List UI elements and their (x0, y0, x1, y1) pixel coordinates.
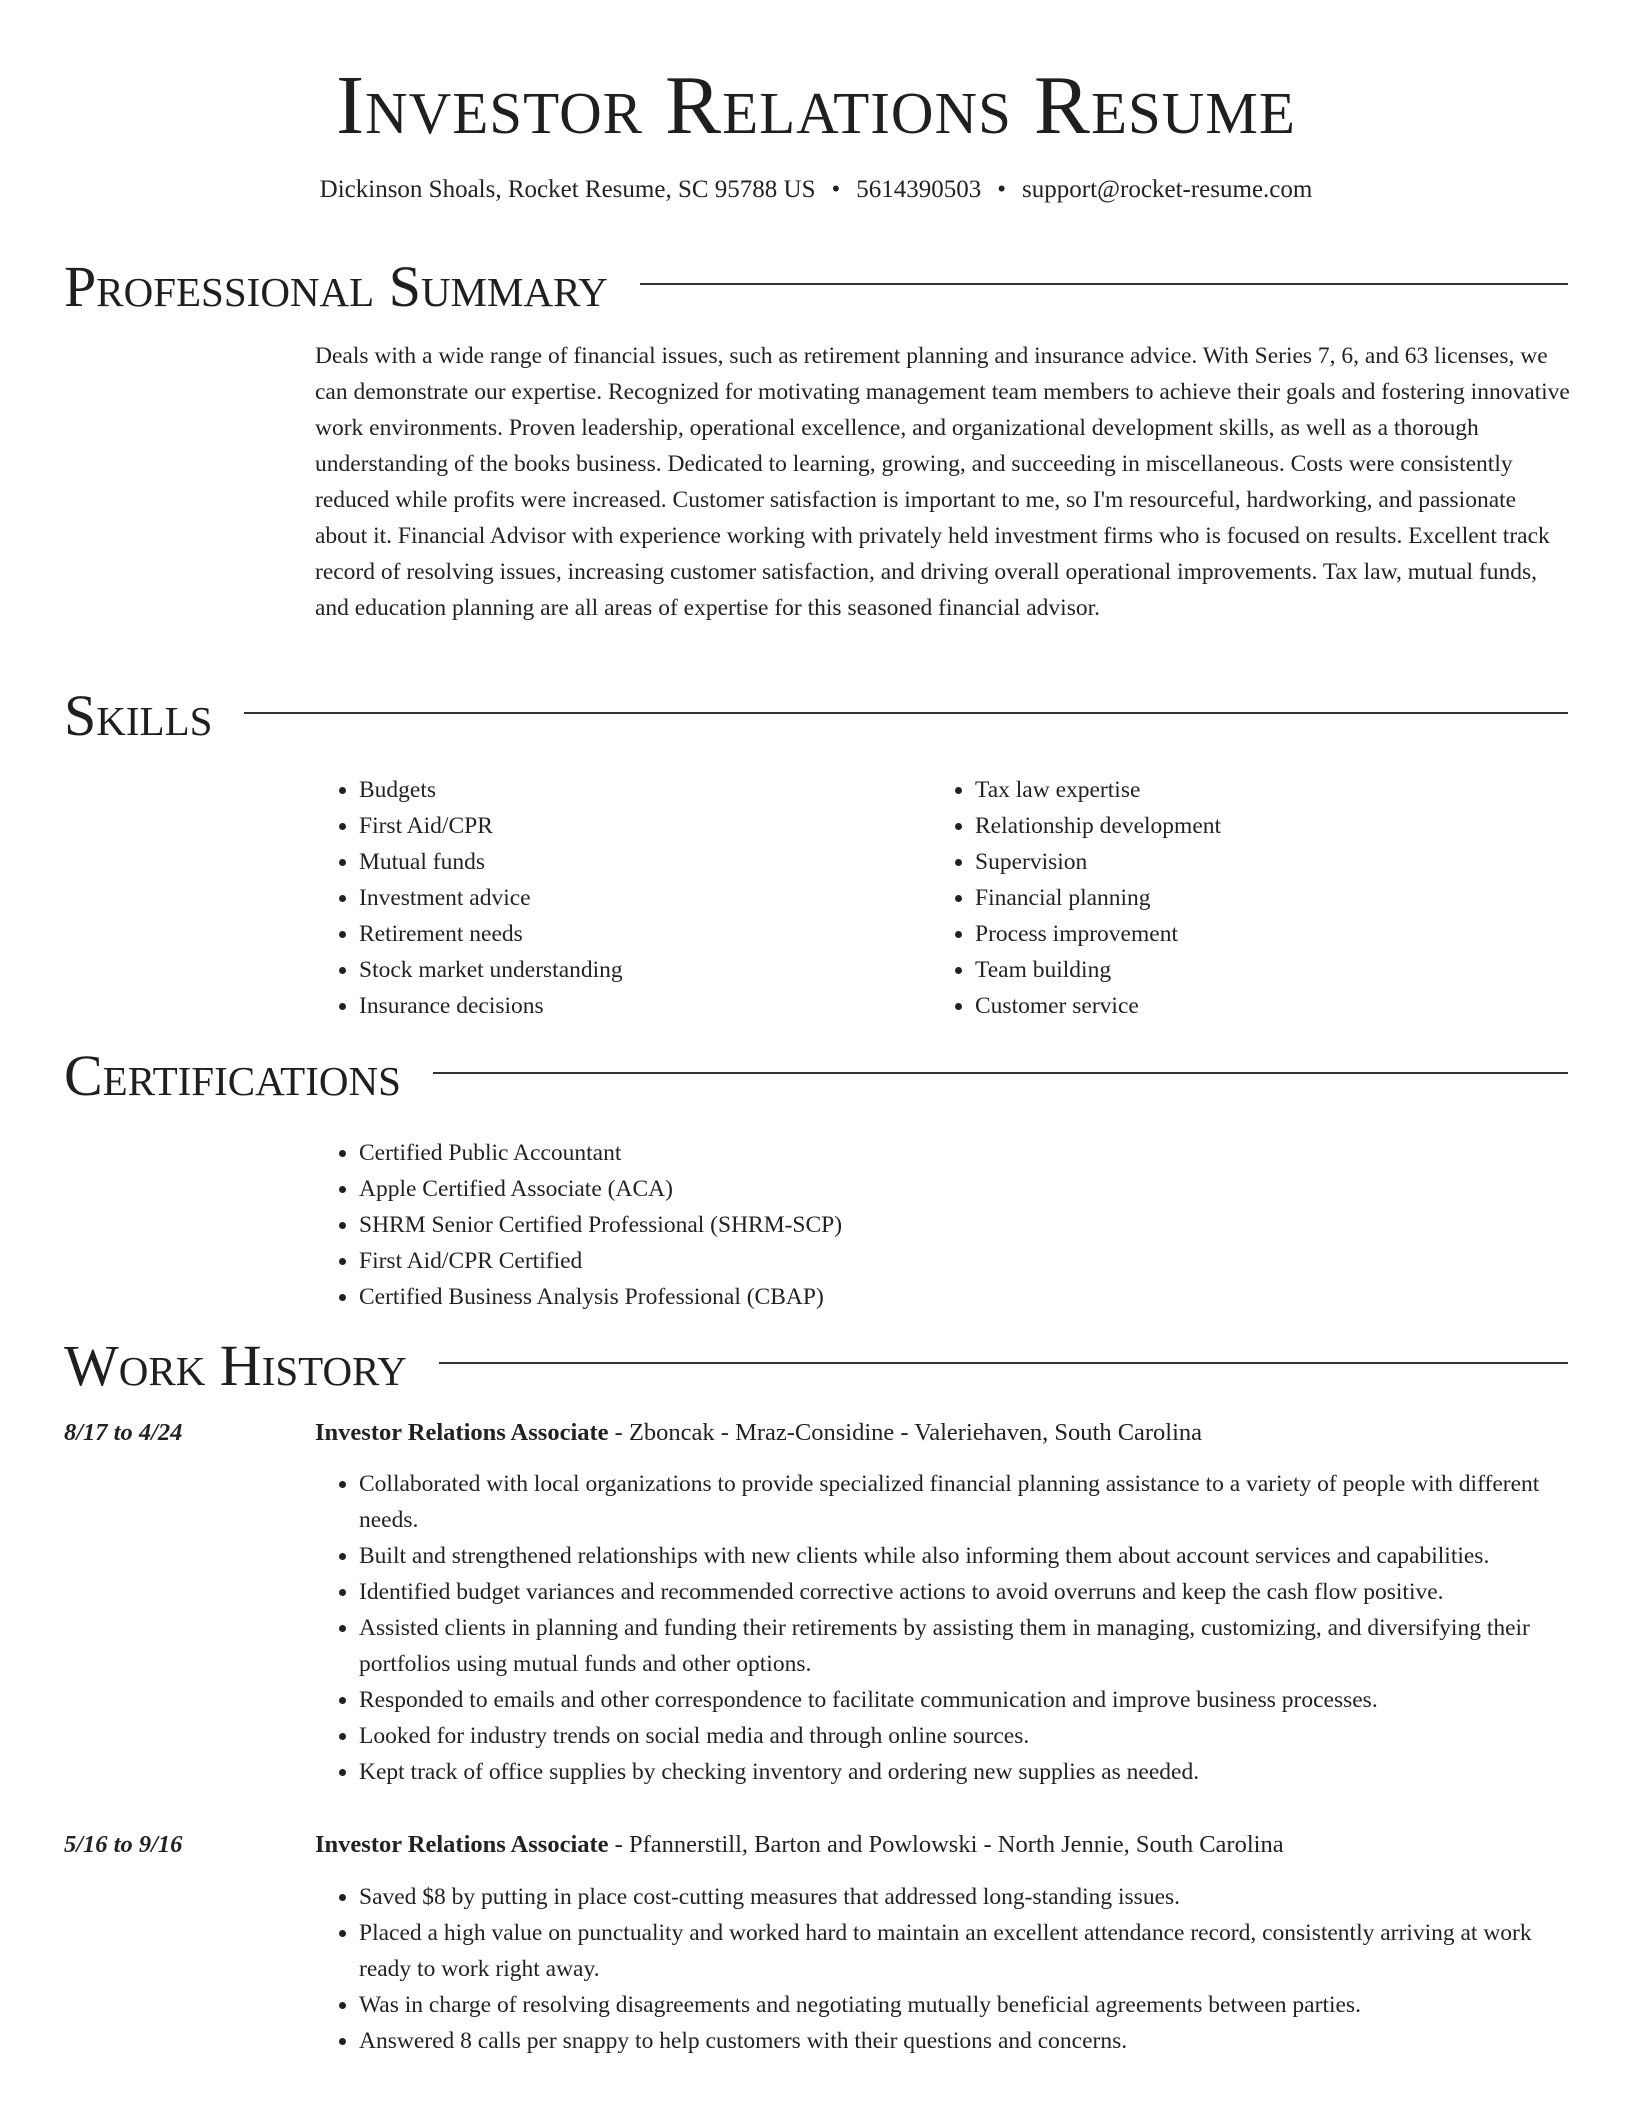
job-dates: 8/17 to 4/24 (64, 1419, 183, 1446)
certification-item: • Certified Business Analysis Professional (CBAP) (359, 1279, 1515, 1315)
certification-item: • Certified Public Accountant (359, 1135, 1515, 1171)
skill-item: • Relationship development (975, 808, 1531, 844)
contact-line (0, 174, 1632, 206)
summary-heading: Professional Summary (64, 254, 608, 319)
job-bullets (315, 1879, 1570, 2059)
resume-title: Investor Relations Resume (336, 59, 1296, 152)
section-divider (244, 712, 1568, 714)
job-heading (315, 1827, 1570, 1863)
job-bullet: • Placed a high value on punctuality and worked hard to maintain an excellent attendance record, consistently arriving at work ready to work right away. (359, 1915, 1570, 1987)
certification-item: • First Aid/CPR Certified (359, 1243, 1515, 1279)
job-bullets (315, 1466, 1570, 1790)
certifications-list (315, 1135, 1515, 1315)
skill-item: • Customer service (975, 988, 1531, 1024)
skill-item: • Tax law expertise (975, 772, 1531, 808)
section-divider (433, 1072, 1568, 1074)
skill-item: • Supervision (975, 844, 1531, 880)
skills-heading: Skills (64, 683, 213, 748)
skill-item: • Insurance decisions (359, 988, 915, 1024)
job-bullet: • Looked for industry trends on social media and through online sources. (359, 1718, 1570, 1754)
job-bullet: • Identified budget variances and recommended corrective actions to avoid overruns and keep the cash flow positive. (359, 1574, 1570, 1610)
work-history-section-header (64, 1331, 1568, 1401)
certifications-heading: Certifications (64, 1043, 401, 1108)
section-divider (640, 283, 1568, 285)
job-bullet: • Responded to emails and other correspondence to facilitate communication and improve business processes. (359, 1682, 1570, 1718)
skill-item: • Stock market understanding (359, 952, 915, 988)
job-bullet: • Saved $8 by putting in place cost-cutting measures that addressed long-standing issues. (359, 1879, 1570, 1915)
job-heading (315, 1415, 1570, 1451)
section-divider (439, 1362, 1568, 1364)
job-bullet: • Kept track of office supplies by checking inventory and ordering new supplies as needed. (359, 1754, 1570, 1790)
job-bullet: • Answered 8 calls per snappy to help customers with their questions and concerns. (359, 2023, 1570, 2059)
contact-address: Dickinson Shoals, Rocket Resume, SC 95788 US (319, 176, 816, 203)
skill-item: • Process improvement (975, 916, 1531, 952)
job-bullet: • Was in charge of resolving disagreements and negotiating mutually beneficial agreements between parties. (359, 1987, 1570, 2023)
job-bullet: • Built and strengthened relationships with new clients while also informing them about account services and capabilities. (359, 1538, 1570, 1574)
job-dates: 5/16 to 9/16 (64, 1831, 183, 1858)
skills-left-column (315, 772, 915, 1024)
work-history-heading: Work History (64, 1333, 407, 1398)
job-bullet: • Assisted clients in planning and funding their retirements by assisting them in managing, customizing, and diversifying their portfolios using mutual funds and other options. (359, 1610, 1570, 1682)
skill-item: • First Aid/CPR (359, 808, 915, 844)
contact-email: support@rocket-resume.com (1022, 176, 1313, 203)
skill-item: • Team building (975, 952, 1531, 988)
job-bullet: • Collaborated with local organizations to provide specialized financial planning assistance to a variety of people with different needs. (359, 1466, 1570, 1538)
job-title: Investor Relations Associate (315, 1831, 609, 1858)
skill-item: • Investment advice (359, 880, 915, 916)
skill-item: • Financial planning (975, 880, 1531, 916)
skill-item: • Mutual funds (359, 844, 915, 880)
job-title: Investor Relations Associate (315, 1419, 609, 1446)
certification-item: • Apple Certified Associate (ACA) (359, 1171, 1515, 1207)
certifications-section-header (64, 1041, 1568, 1111)
certification-item: • SHRM Senior Certified Professional (SHRM-SCP) (359, 1207, 1515, 1243)
summary-section-header (64, 252, 1568, 322)
contact-separator: • (997, 176, 1007, 203)
contact-phone: 5614390503 (856, 176, 982, 203)
skill-item: • Retirement needs (359, 916, 915, 952)
job-details: - Zboncak - Mraz-Considine - Valeriehaven, South Carolina (608, 1419, 1203, 1446)
contact-separator: • (831, 176, 841, 203)
job-details: - Pfannerstill, Barton and Powlowski - North Jennie, South Carolina (608, 1831, 1284, 1858)
skills-section-header (64, 681, 1568, 751)
skills-right-column (931, 772, 1531, 1024)
summary-text: Deals with a wide range of financial issues, such as retirement planning and insurance advice. With Series 7, 6, and 63 licenses, we can demonstrate our expertise. Recognized for motivating management team members to achieve their goals and fostering innovative work environments. Proven leadership, operational excellence, and organizational development skills, as well as a thorough understanding of the books business. Dedicated to learning, growing, and succeeding in miscellaneous. Costs were consistently reduced while profits were increased. Customer satisfaction is important to me, so I'm resourceful, hardworking, and passionate about it. Financial Advisor with experience working with privately held investment firms who is focused on results. Excellent track record of resolving issues, increasing customer satisfaction, and driving overall operational improvements. Tax law, mutual funds, and education planning are all areas of expertise for this seasoned financial advisor. (315, 343, 1570, 621)
skill-item: • Budgets (359, 772, 915, 808)
